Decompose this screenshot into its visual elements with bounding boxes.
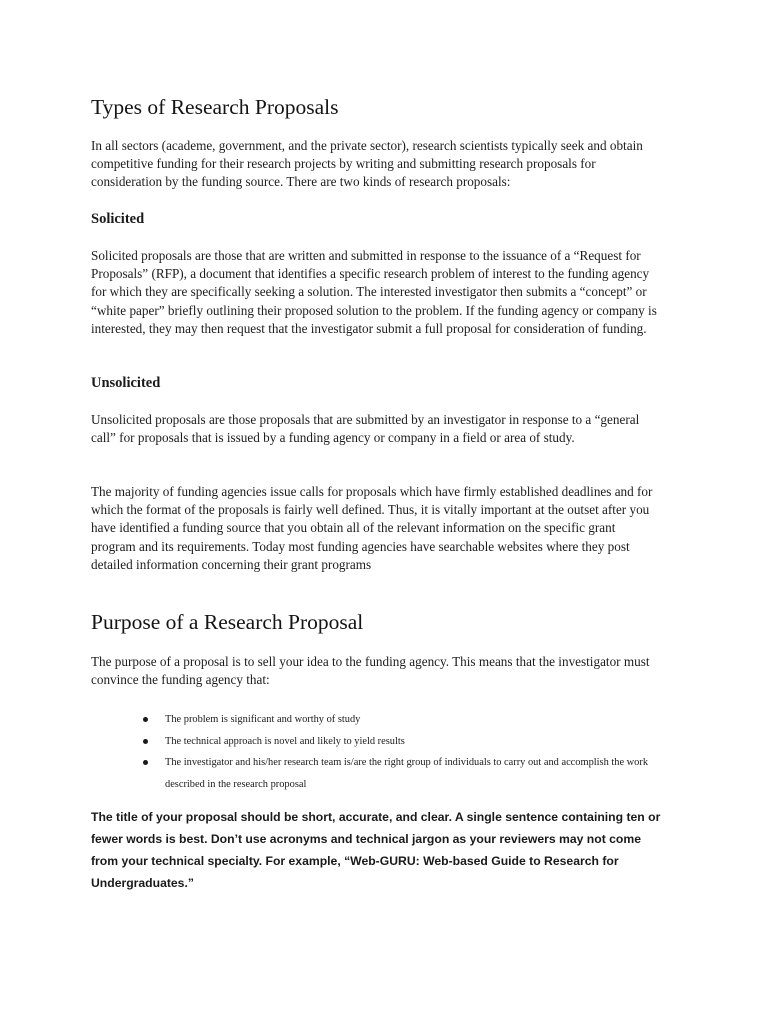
- bullet-icon: [143, 760, 148, 765]
- unsolicited-paragraph: Unsolicited proposals are those proposals that are submitted by an investigator in response to a “general call” for proposals that is issued by a funding agency or company in a field or area of study.: [91, 412, 640, 446]
- list-item-text: The technical approach is novel and likely to yield results: [165, 735, 405, 747]
- section-heading-types: Types of Research Proposals: [91, 95, 339, 119]
- list-item-text: The investigator and his/her research team is/are the right group of individuals to carry out and accomplish the work described in the research proposal: [165, 757, 649, 790]
- list-item: [91, 731, 651, 753]
- title-advice-paragraph: The title of your proposal should be short, accurate, and clear. A single sentence containing ten or fewer words is best. Don’t use acronyms and technical jargon as your reviewers may not come from your technical specialty. For example, “Web-GURU: Web-based Guide to Research for Undergraduates.”: [91, 810, 661, 890]
- list-item: [91, 709, 651, 731]
- subheading-unsolicited: Unsolicited: [91, 375, 161, 391]
- bullet-icon: [143, 739, 148, 744]
- solicited-paragraph: Solicited proposals are those that are written and submitted in response to the issuance of a “Request for Proposals” (RFP), a document that identifies a specific research problem of interest to the funding agency for which they are specifically seeking a solution. The interested investigator then submits a “concept” or “white paper” briefly outlining their proposed solution to the problem. If the funding agency or company is interested, they may then request that the investigator submit a full proposal for consideration of funding.: [91, 248, 657, 336]
- purpose-bullet-list: [91, 709, 651, 795]
- section-heading-purpose: Purpose of a Research Proposal: [91, 610, 364, 634]
- bullet-icon: [143, 717, 148, 722]
- list-item-text: The problem is significant and worthy of study: [165, 714, 361, 725]
- funding-calls-paragraph: The majority of funding agencies issue calls for proposals which have firmly established deadlines and for which the format of the proposals is fairly well defined. Thus, it is vitally important at the outset after you have identified a funding source that you obtain all of the relevant information on the specific grant program and its requirements. Today most funding agencies have searchable websites where they post detailed information concerning their grant programs: [91, 484, 653, 572]
- subheading-solicited: Solicited: [91, 211, 145, 227]
- intro-paragraph: In all sectors (academe, government, and the private sector), research scientists typically seek and obtain competitive funding for their research projects by writing and submitting research proposals for consideration by the funding source. There are two kinds of research proposals:: [91, 138, 643, 190]
- purpose-intro-paragraph: The purpose of a proposal is to sell your idea to the funding agency. This means that the investigator must convince the funding agency that:: [91, 654, 650, 688]
- list-item: [91, 752, 651, 795]
